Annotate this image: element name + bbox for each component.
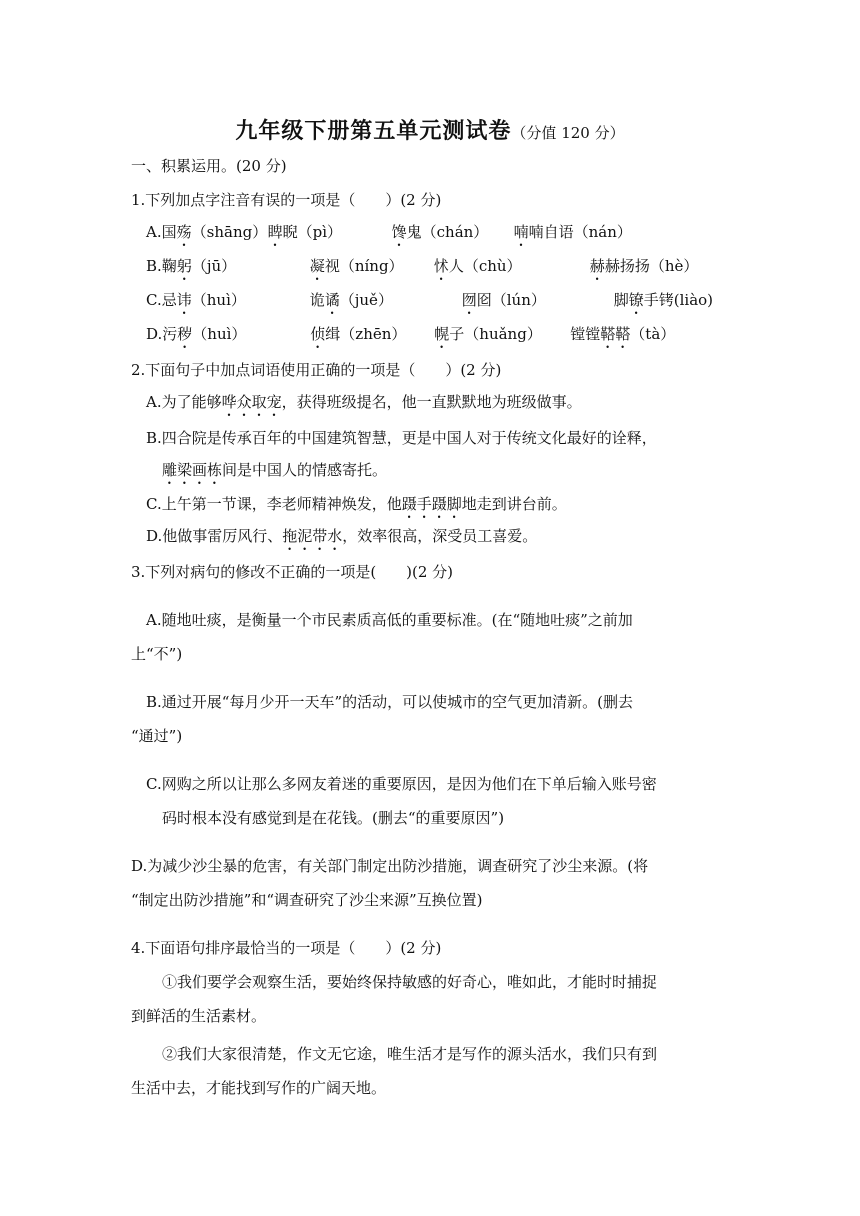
title-score: （分值 120 分） <box>511 124 625 142</box>
dotted-char: 讳 <box>176 291 192 309</box>
dotted-char: 谲 <box>324 291 340 309</box>
q1-option-d: D.污秽（huì） 侦缉（zhēn） 幌子（huǎng） 镗镗鞳鞳（tà） <box>146 324 675 352</box>
dotted-phrase: 哗众取宠 <box>221 393 282 411</box>
q4-stem: 4.下面语句排序最恰当的一项是（ ）(2 分) <box>131 939 442 957</box>
q4-sentence-2-line2: 生活中去，才能找到写作的广阔天地。 <box>131 1079 387 1097</box>
q2-option-b-line1: B.四合院是传承百年的中国建筑智慧，更是中国人对于传统文化最好的诠释， <box>146 429 657 447</box>
dotted-char: 怵 <box>433 257 449 275</box>
q2-option-b-line2: 雕梁画栋间是中国人的情感寄托。 <box>162 461 388 479</box>
dotted-char: 躬 <box>176 257 192 275</box>
q3-option-a-line1: A.随地吐痰，是衡量一个市民素质高低的重要标准。(在“随地吐痰”之前加 <box>146 611 633 629</box>
q1-stem: 1.下列加点字注音有误的一项是（ ）(2 分) <box>131 191 442 209</box>
dotted-char: 殇 <box>176 223 192 241</box>
dotted-char: 侦 <box>310 325 326 343</box>
q1-option-a: A.国殇（shāng）睥睨（pì） 馋鬼（chán） 喃喃自语（nán） <box>146 222 632 250</box>
dotted-char: 馋 <box>391 223 407 241</box>
dotted-char: 幌 <box>434 325 450 343</box>
q2-option-d: D.他做事雷厉风行、拖泥带水，效率很高，深受员工喜爱。 <box>146 527 538 545</box>
q3-stem: 3.下列对病句的修改不正确的一项是( )(2 分) <box>131 563 454 581</box>
dotted-char: 赫 <box>589 257 605 275</box>
q1-option-c: C.忌讳（huì） 诡谲（juě） 囫囵（lún） 脚镣手铐(liào) <box>146 290 713 318</box>
dotted-phrase: 拖泥带水 <box>282 527 343 545</box>
q2-option-a: A.为了能够哗众取宠，获得班级提名，他一直默默地为班级做事。 <box>146 393 582 411</box>
q3-option-b-line1: B.通过开展“每月少开一天车”的活动，可以使城市的空气更加清新。(删去 <box>146 693 633 711</box>
q3-option-a-line2: 上“不”) <box>131 645 183 663</box>
q3-option-b-line2: “通过”) <box>131 727 183 745</box>
dotted-char: 喃 <box>513 223 529 241</box>
dotted-phrase: 蹑手蹑脚 <box>401 495 462 513</box>
q4-sentence-1-line1: ①我们要学会观察生活，要始终保持敏感的好奇心，唯如此，才能时时捕捉 <box>162 973 658 991</box>
q2-option-c: C.上午第一节课，李老师精神焕发，他蹑手蹑脚地走到讲台前。 <box>146 495 567 513</box>
dotted-char: 鞳鞳 <box>600 325 631 343</box>
q4-sentence-2-line1: ②我们大家很清楚，作文无它途，唯生活才是写作的源头活水，我们只有到 <box>162 1045 658 1063</box>
dotted-char: 镣 <box>628 291 644 309</box>
q1-option-b: B.鞠躬（jū） 凝视（níng） 怵人（chù） 赫赫扬扬（hè） <box>146 256 698 284</box>
dotted-char: 睥 <box>267 223 283 241</box>
q2-stem: 2.下面句子中加点词语使用正确的一项是（ ）(2 分) <box>131 361 502 379</box>
q3-option-d-line2: “制定出防沙措施”和“调查研究了沙尘来源”互换位置) <box>131 891 483 909</box>
q3-option-c-line2: 码时根本没有感觉到是在花钱。(删去“的重要原因”) <box>162 809 505 827</box>
q4-sentence-1-line2: 到鲜活的生活素材。 <box>131 1007 267 1025</box>
dotted-char: 秽 <box>177 325 193 343</box>
dotted-char: 凝 <box>309 257 325 275</box>
dotted-phrase: 雕梁画栋 <box>162 461 223 479</box>
q3-option-d-line1: D.为减少沙尘暴的危害，有关部门制定出防沙措施，调查研究了沙尘来源。(将 <box>131 857 649 875</box>
q3-option-c-line1: C.网购之所以让那么多网友着迷的重要原因，是因为他们在下单后输入账号密 <box>146 775 657 793</box>
exam-title <box>0 114 860 145</box>
title-main: 九年级下册第五单元测试卷 <box>235 118 512 144</box>
dotted-char: 囫 <box>461 291 477 309</box>
section-heading: 一、积累运用。(20 分) <box>131 157 287 175</box>
